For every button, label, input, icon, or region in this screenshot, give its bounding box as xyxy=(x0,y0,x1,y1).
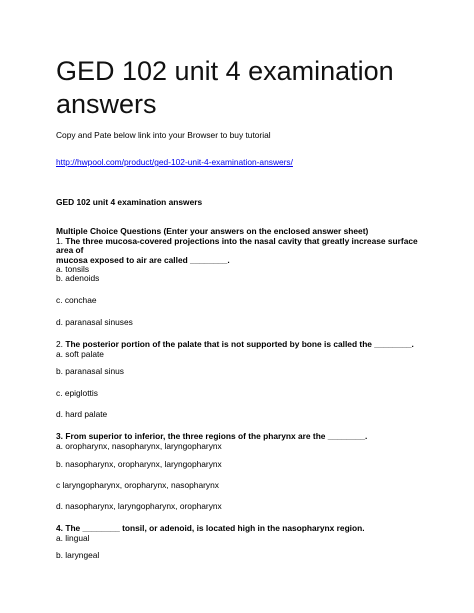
question-number: 4. xyxy=(56,523,63,533)
question-number: 2. xyxy=(56,339,63,349)
question-text: The three mucosa-covered projections into the nasal cavity that greatly increase surface area of xyxy=(56,235,418,255)
answer-option: c laryngopharynx, oropharynx, nasopharynx xyxy=(56,480,219,490)
answer-option: d. paranasal sinuses xyxy=(56,317,133,327)
question-text-continued: mucosa exposed to air are called ________. xyxy=(56,254,230,265)
answer-option: d. hard palate xyxy=(56,409,108,419)
answer-option: a. oropharynx, nasopharynx, laryngopharynx xyxy=(56,440,222,451)
question-number: 3. xyxy=(56,431,63,441)
question-2-stem xyxy=(56,340,426,350)
answer-option: b. nasopharynx, oropharynx, laryngopharynx xyxy=(56,459,222,469)
section-heading: GED 102 unit 4 examination answers xyxy=(56,197,203,207)
answer-option: d. nasopharynx, laryngopharynx, oropharynx xyxy=(56,501,222,511)
answer-option: b. paranasal sinus xyxy=(56,366,124,376)
question-number: 1. xyxy=(56,235,63,246)
question-1-block xyxy=(56,227,426,275)
question-text: The ________ tonsil, or adenoid, is located high in the nasopharynx region. xyxy=(65,523,365,533)
question-1-stem xyxy=(56,237,426,256)
answer-option: b. adenoids xyxy=(56,273,100,283)
answer-option: c. conchae xyxy=(56,295,97,305)
question-text: The posterior portion of the palate that is not supported by bone is called the ________. xyxy=(65,339,414,349)
question-3-block xyxy=(56,432,426,451)
instructions-text: Multiple Choice Questions (Enter your answers on the enclosed answer sheet) xyxy=(56,226,369,236)
answer-option: a. tonsils xyxy=(56,264,90,274)
copy-instruction: Copy and Pate below link into your Browser to buy tutorial xyxy=(56,130,271,140)
document-title: GED 102 unit 4 examination answers xyxy=(56,56,394,119)
answer-option: c. epiglottis xyxy=(56,388,98,398)
question-4-block xyxy=(56,524,426,543)
answer-option: a. lingual xyxy=(56,532,90,543)
question-2-block xyxy=(56,340,426,359)
question-4-stem xyxy=(56,524,426,534)
question-text: From superior to inferior, the three regions of the pharynx are the ________. xyxy=(65,431,368,441)
answer-option: b. laryngeal xyxy=(56,550,100,560)
tutorial-link[interactable]: http://hwpool.com/product/ged-102-unit-4-examination-answers/ xyxy=(56,157,293,167)
answer-option: a. soft palate xyxy=(56,348,104,359)
